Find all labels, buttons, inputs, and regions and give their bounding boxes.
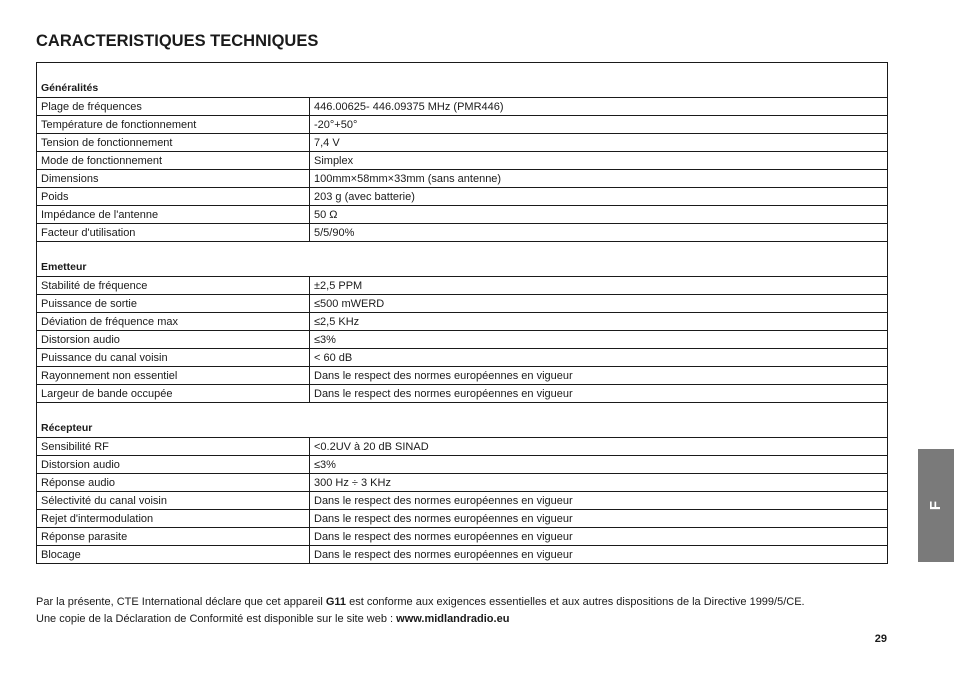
spec-value: ≤3% (310, 331, 888, 349)
table-row (37, 295, 888, 313)
section-heading: Emetteur (37, 242, 888, 277)
spec-label: Puissance du canal voisin (37, 349, 310, 367)
declaration-line-1 (36, 594, 896, 611)
spec-value: 50 Ω (310, 206, 888, 224)
spec-value: 300 Hz ÷ 3 KHz (310, 474, 888, 492)
page-title: CARACTERISTIQUES TECHNIQUES (36, 32, 319, 50)
table-row (37, 331, 888, 349)
section-heading: Récepteur (37, 403, 888, 438)
language-tab-label: F (927, 500, 945, 511)
spec-value: Simplex (310, 152, 888, 170)
spec-label: Dimensions (37, 170, 310, 188)
table-row (37, 510, 888, 528)
page-number: 29 (874, 633, 887, 645)
spec-value: ≤500 mWERD (310, 295, 888, 313)
table-row (37, 313, 888, 331)
spec-value: < 60 dB (310, 349, 888, 367)
spec-value: ≤3% (310, 456, 888, 474)
section-header-row (37, 403, 888, 438)
spec-label: Tension de fonctionnement (37, 134, 310, 152)
spec-value: ≤2,5 KHz (310, 313, 888, 331)
spec-value: Dans le respect des normes européennes en vigueur (310, 367, 888, 385)
table-row (37, 206, 888, 224)
declaration-text: Une copie de la Déclaration de Conformité est disponible sur le site web : (36, 613, 397, 625)
spec-label: Sélectivité du canal voisin (37, 492, 310, 510)
spec-label: Blocage (37, 546, 310, 564)
spec-value: -20°+50° (310, 116, 888, 134)
spec-value: ±2,5 PPM (310, 277, 888, 295)
spec-label: Largeur de bande occupée (37, 385, 310, 403)
spec-value: 7,4 V (310, 134, 888, 152)
table-row (37, 492, 888, 510)
spec-label: Sensibilité RF (37, 438, 310, 456)
specifications-table (36, 62, 888, 564)
section-heading: Généralités (37, 63, 888, 98)
spec-label: Déviation de fréquence max (37, 313, 310, 331)
table-row (37, 277, 888, 295)
table-row (37, 385, 888, 403)
spec-label: Stabilité de fréquence (37, 277, 310, 295)
spec-value: Dans le respect des normes européennes en vigueur (310, 510, 888, 528)
table-row (37, 116, 888, 134)
spec-label: Rayonnement non essentiel (37, 367, 310, 385)
spec-value: 446.00625- 446.09375 MHz (PMR446) (310, 98, 888, 116)
spec-value: 203 g (avec batterie) (310, 188, 888, 206)
spec-label: Température de fonctionnement (37, 116, 310, 134)
spec-label: Plage de fréquences (37, 98, 310, 116)
website-link[interactable]: www.midlandradio.eu (396, 613, 510, 625)
spec-value: Dans le respect des normes européennes en vigueur (310, 528, 888, 546)
table-row (37, 546, 888, 564)
table-row (37, 188, 888, 206)
spec-value: Dans le respect des normes européennes en vigueur (310, 492, 888, 510)
spec-label: Impédance de l'antenne (37, 206, 310, 224)
declaration-text: Par la présente, CTE International déclare que cet appareil (36, 596, 326, 608)
spec-label: Puissance de sortie (37, 295, 310, 313)
spec-label: Distorsion audio (37, 331, 310, 349)
spec-value: Dans le respect des normes européennes en vigueur (310, 546, 888, 564)
spec-label: Distorsion audio (37, 456, 310, 474)
table-row (37, 367, 888, 385)
table-row (37, 152, 888, 170)
spec-label: Rejet d'intermodulation (37, 510, 310, 528)
spec-value: Dans le respect des normes européennes en vigueur (310, 385, 888, 403)
specifications-table-body (37, 63, 888, 564)
conformity-declaration (36, 594, 896, 628)
spec-value: 100mm×58mm×33mm (sans antenne) (310, 170, 888, 188)
spec-value: <0.2UV à 20 dB SINAD (310, 438, 888, 456)
model-name: G11 (325, 596, 347, 608)
table-row (37, 134, 888, 152)
section-header-row (37, 242, 888, 277)
spec-value: 5/5/90% (310, 224, 888, 242)
spec-label: Mode de fonctionnement (37, 152, 310, 170)
spec-label: Réponse audio (37, 474, 310, 492)
spec-label: Poids (37, 188, 310, 206)
spec-label: Réponse parasite (37, 528, 310, 546)
section-header-row (37, 63, 888, 98)
declaration-text: est conforme aux exigences essentielles et aux autres dispositions de la Directive 1999/5/CE. (346, 596, 805, 608)
declaration-line-2 (36, 611, 896, 628)
table-row (37, 456, 888, 474)
spec-label: Facteur d'utilisation (37, 224, 310, 242)
table-row (37, 349, 888, 367)
table-row (37, 170, 888, 188)
table-row (37, 224, 888, 242)
language-tab (918, 449, 954, 562)
table-row (37, 528, 888, 546)
table-row (37, 474, 888, 492)
table-row (37, 438, 888, 456)
table-row (37, 98, 888, 116)
